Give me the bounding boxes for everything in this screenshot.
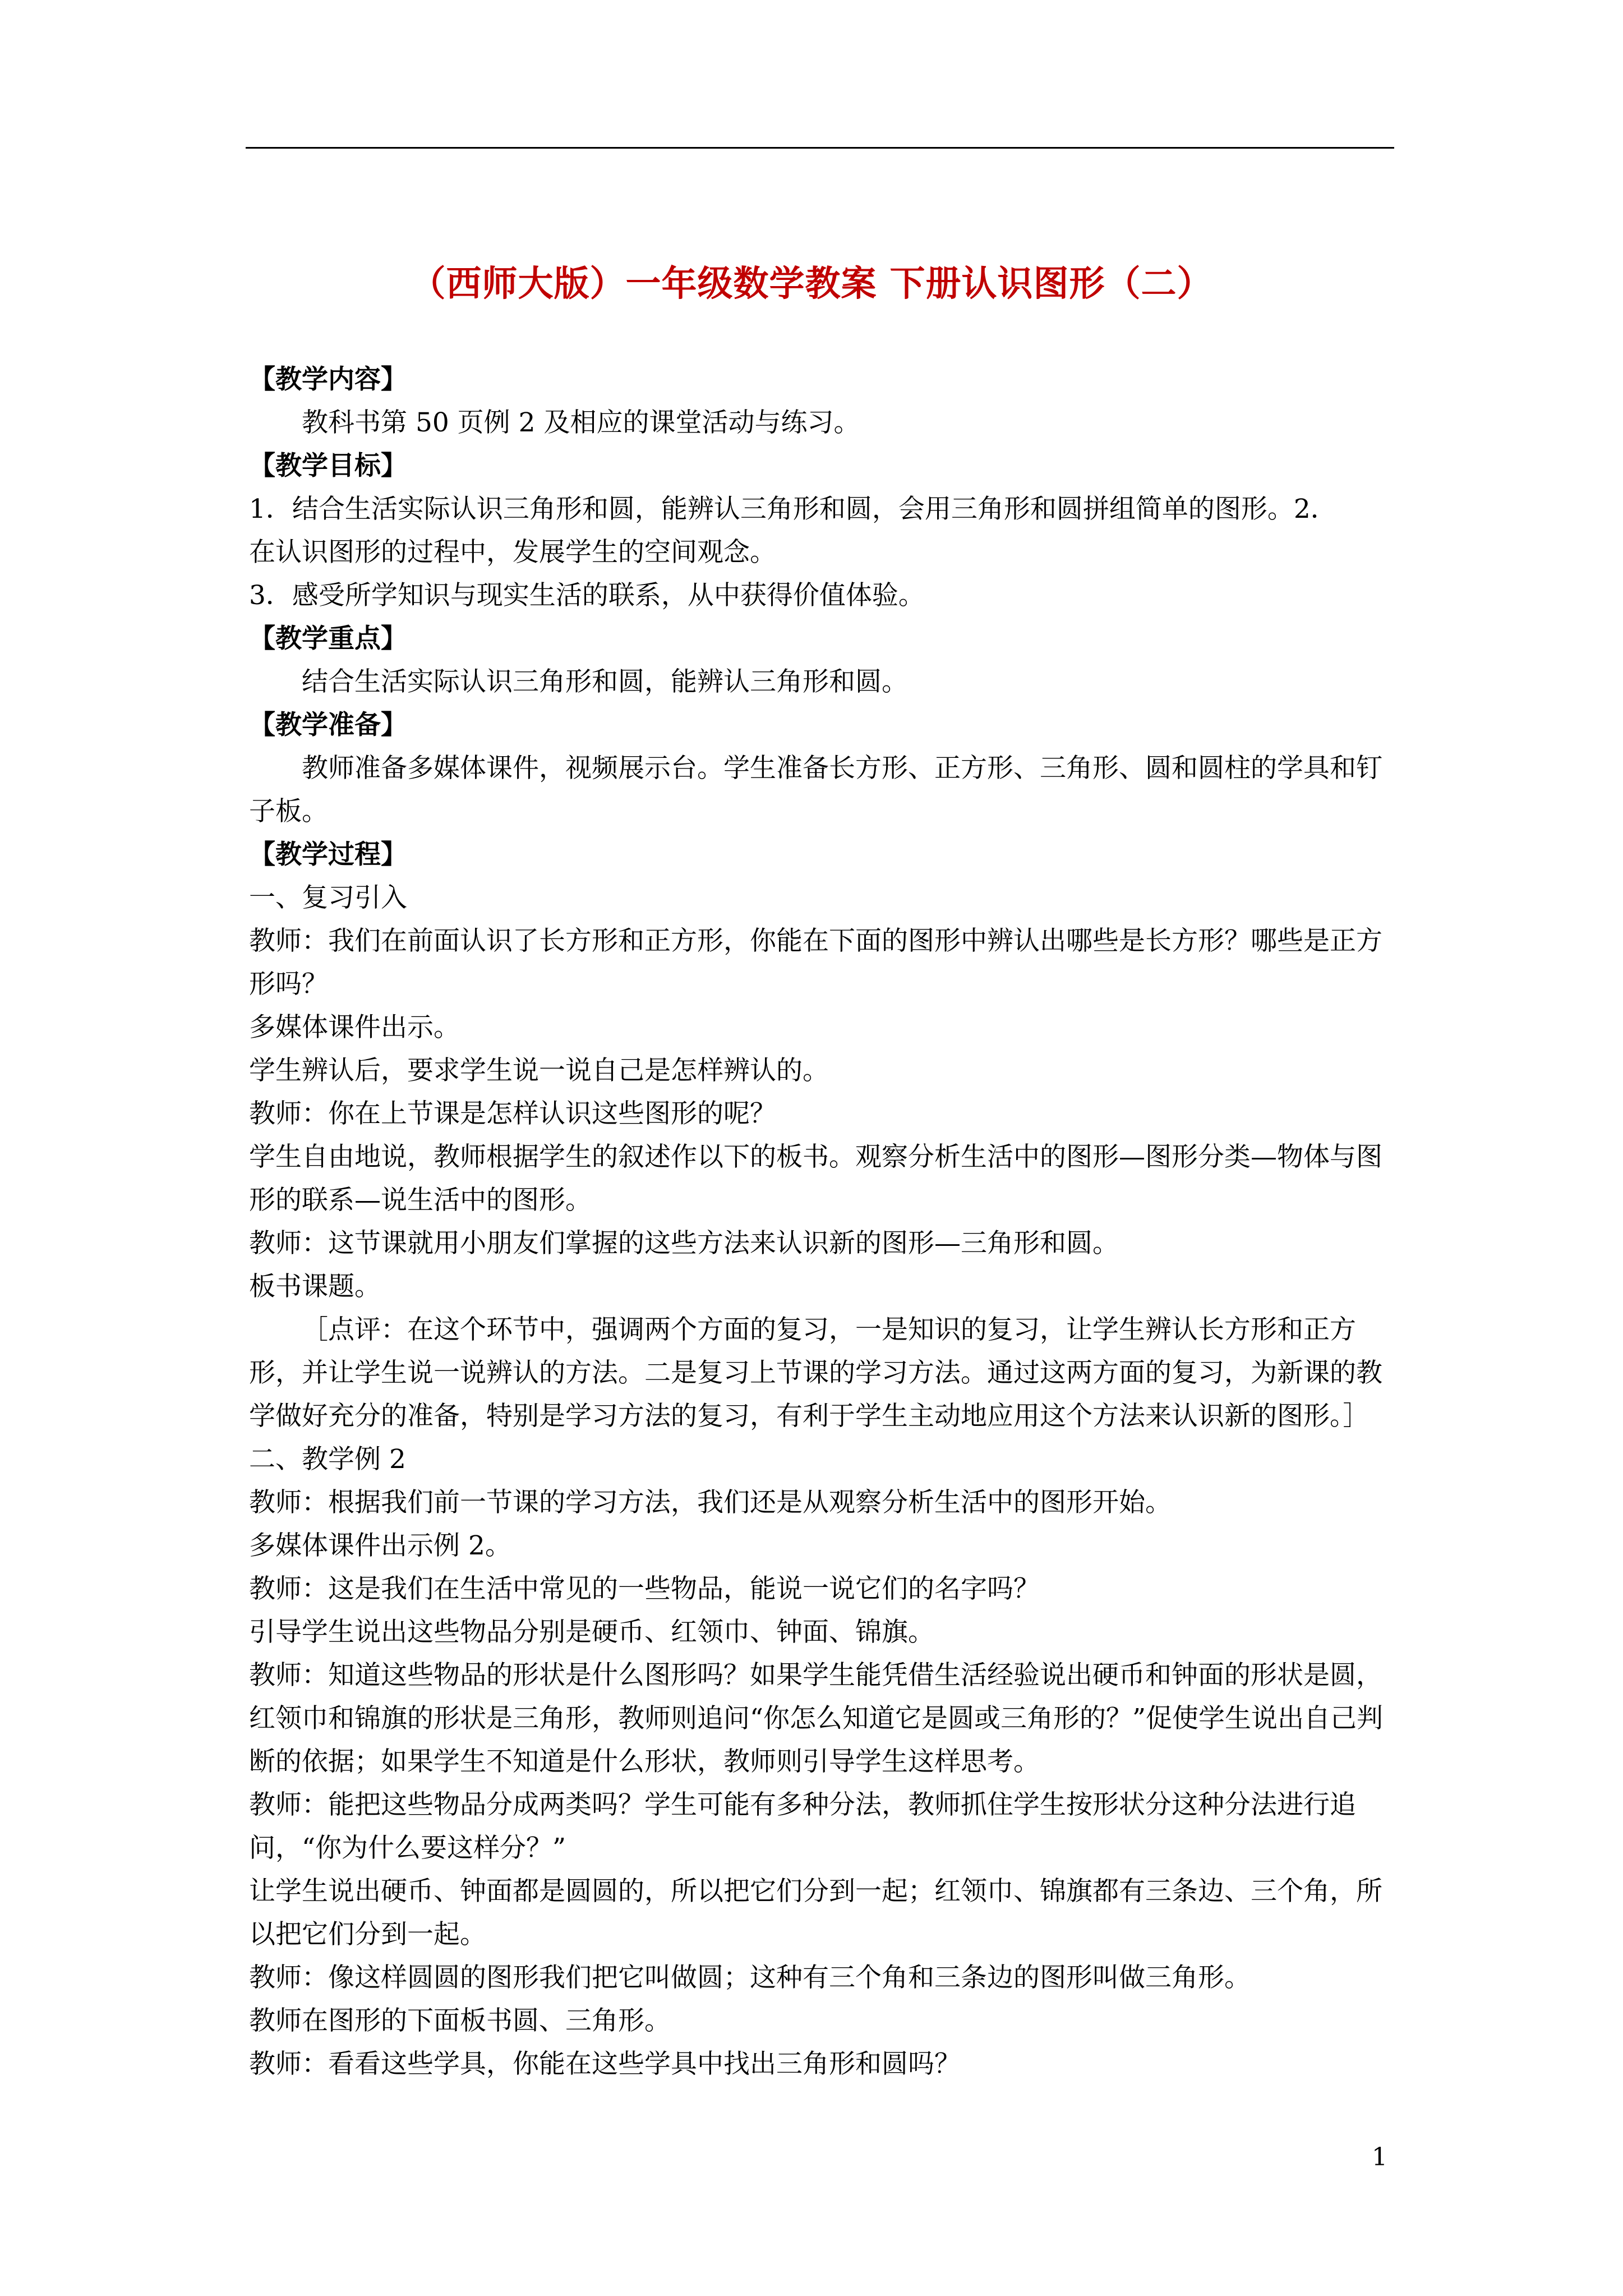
- goal-line-3: 3．感受所学知识与现实生活的联系，从中获得价值体验。: [249, 580, 925, 611]
- prep-text: 教师准备多媒体课件，视频展示台。学生准备长方形、正方形、三角形、圆和圆柱的学具和钉子板。: [249, 753, 1382, 827]
- part1-title: 一、复习引入: [249, 882, 407, 913]
- paragraph: 学生辨认后，要求学生说一说自己是怎样辨认的。: [249, 1055, 829, 1086]
- document-body: [249, 358, 1399, 2086]
- paragraph: 教师：我们在前面认识了长方形和正方形，你能在下面的图形中辨认出哪些是长方形？哪些是正方形吗？: [249, 926, 1382, 1000]
- paragraph: 教师在图形的下面板书圆、三角形。: [249, 2005, 671, 2036]
- goal-line-1: 1．结合生活实际认识三角形和圆，能辨认三角形和圆，会用三角形和圆拼组简单的图形。2．: [249, 494, 1337, 524]
- page-number: 1: [1372, 2143, 1387, 2171]
- section-heading-content: 【教学内容】: [249, 364, 407, 395]
- paragraph: 教师：这节课就用小朋友们掌握的这些方法来认识新的图形—三角形和圆。: [249, 1228, 1119, 1259]
- section-heading-key: 【教学重点】: [249, 623, 407, 654]
- paragraph: 教师：能把这些物品分成两类吗？学生可能有多种分法，教师抓住学生按形状分这种分法进行追问，“你为什么要这样分？”: [249, 1789, 1356, 1864]
- goal-line-2: 在认识图形的过程中，发展学生的空间观念。: [249, 537, 776, 568]
- paragraph: 学生自由地说，教师根据学生的叙述作以下的板书。观察分析生活中的图形—图形分类—物体与图形的联系—说生活中的图形。: [249, 1142, 1382, 1216]
- paragraph: 教师：像这样圆圆的图形我们把它叫做圆；这种有三个角和三条边的图形叫做三角形。: [249, 1962, 1251, 1993]
- document-title: （西师大版）一年级数学教案 下册认识图形（二）: [410, 263, 1213, 304]
- content-text: 教科书第 50 页例 2 及相应的课堂活动与练习。: [302, 407, 860, 438]
- paragraph: 多媒体课件出示例 2。: [249, 1530, 511, 1561]
- paragraph: 教师：这是我们在生活中常见的一些物品，能说一说它们的名字吗？: [249, 1573, 1040, 1604]
- comment-paragraph: ［点评：在这个环节中，强调两个方面的复习，一是知识的复习，让学生辨认长方形和正方形，并让学生说一说辨认的方法。二是复习上节课的学习方法。通过这两方面的复习，为新课的教学做好充分的准备，特别是学习方法的复习，有利于学生主动地应用这个方法来认识新的图形。］: [249, 1314, 1382, 1432]
- paragraph: 让学生说出硬币、钟面都是圆圆的，所以把它们分到一起；红领巾、锦旗都有三条边、三个角，所以把它们分到一起。: [249, 1876, 1382, 1950]
- key-text: 结合生活实际认识三角形和圆，能辨认三角形和圆。: [302, 666, 908, 697]
- paragraph: 教师：知道这些物品的形状是什么图形吗？如果学生能凭借生活经验说出硬币和钟面的形状是圆，红领巾和锦旗的形状是三角形，教师则追问“你怎么知道它是圆或三角形的？”促使学生说出自己判断的依据；如果学生不知道是什么形状，教师则引导学生这样思考。: [249, 1660, 1384, 1777]
- paragraph: 多媒体课件出示。: [249, 1012, 460, 1043]
- section-heading-prep: 【教学准备】: [249, 710, 407, 740]
- section-heading-goals: 【教学目标】: [249, 450, 407, 481]
- paragraph: 教师：你在上节课是怎样认识这些图形的呢？: [249, 1098, 776, 1129]
- section-heading-process: 【教学过程】: [249, 839, 407, 870]
- paragraph: 引导学生说出这些物品分别是硬币、红领巾、钟面、锦旗。: [249, 1617, 934, 1648]
- part2-title: 二、教学例 2: [249, 1444, 406, 1475]
- header-rule: [246, 147, 1394, 149]
- paragraph: 板书课题。: [249, 1271, 381, 1302]
- paragraph: 教师：根据我们前一节课的学习方法，我们还是从观察分析生活中的图形开始。: [249, 1487, 1172, 1518]
- paragraph: 教师：看看这些学具，你能在这些学具中找出三角形和圆吗？: [249, 2049, 961, 2079]
